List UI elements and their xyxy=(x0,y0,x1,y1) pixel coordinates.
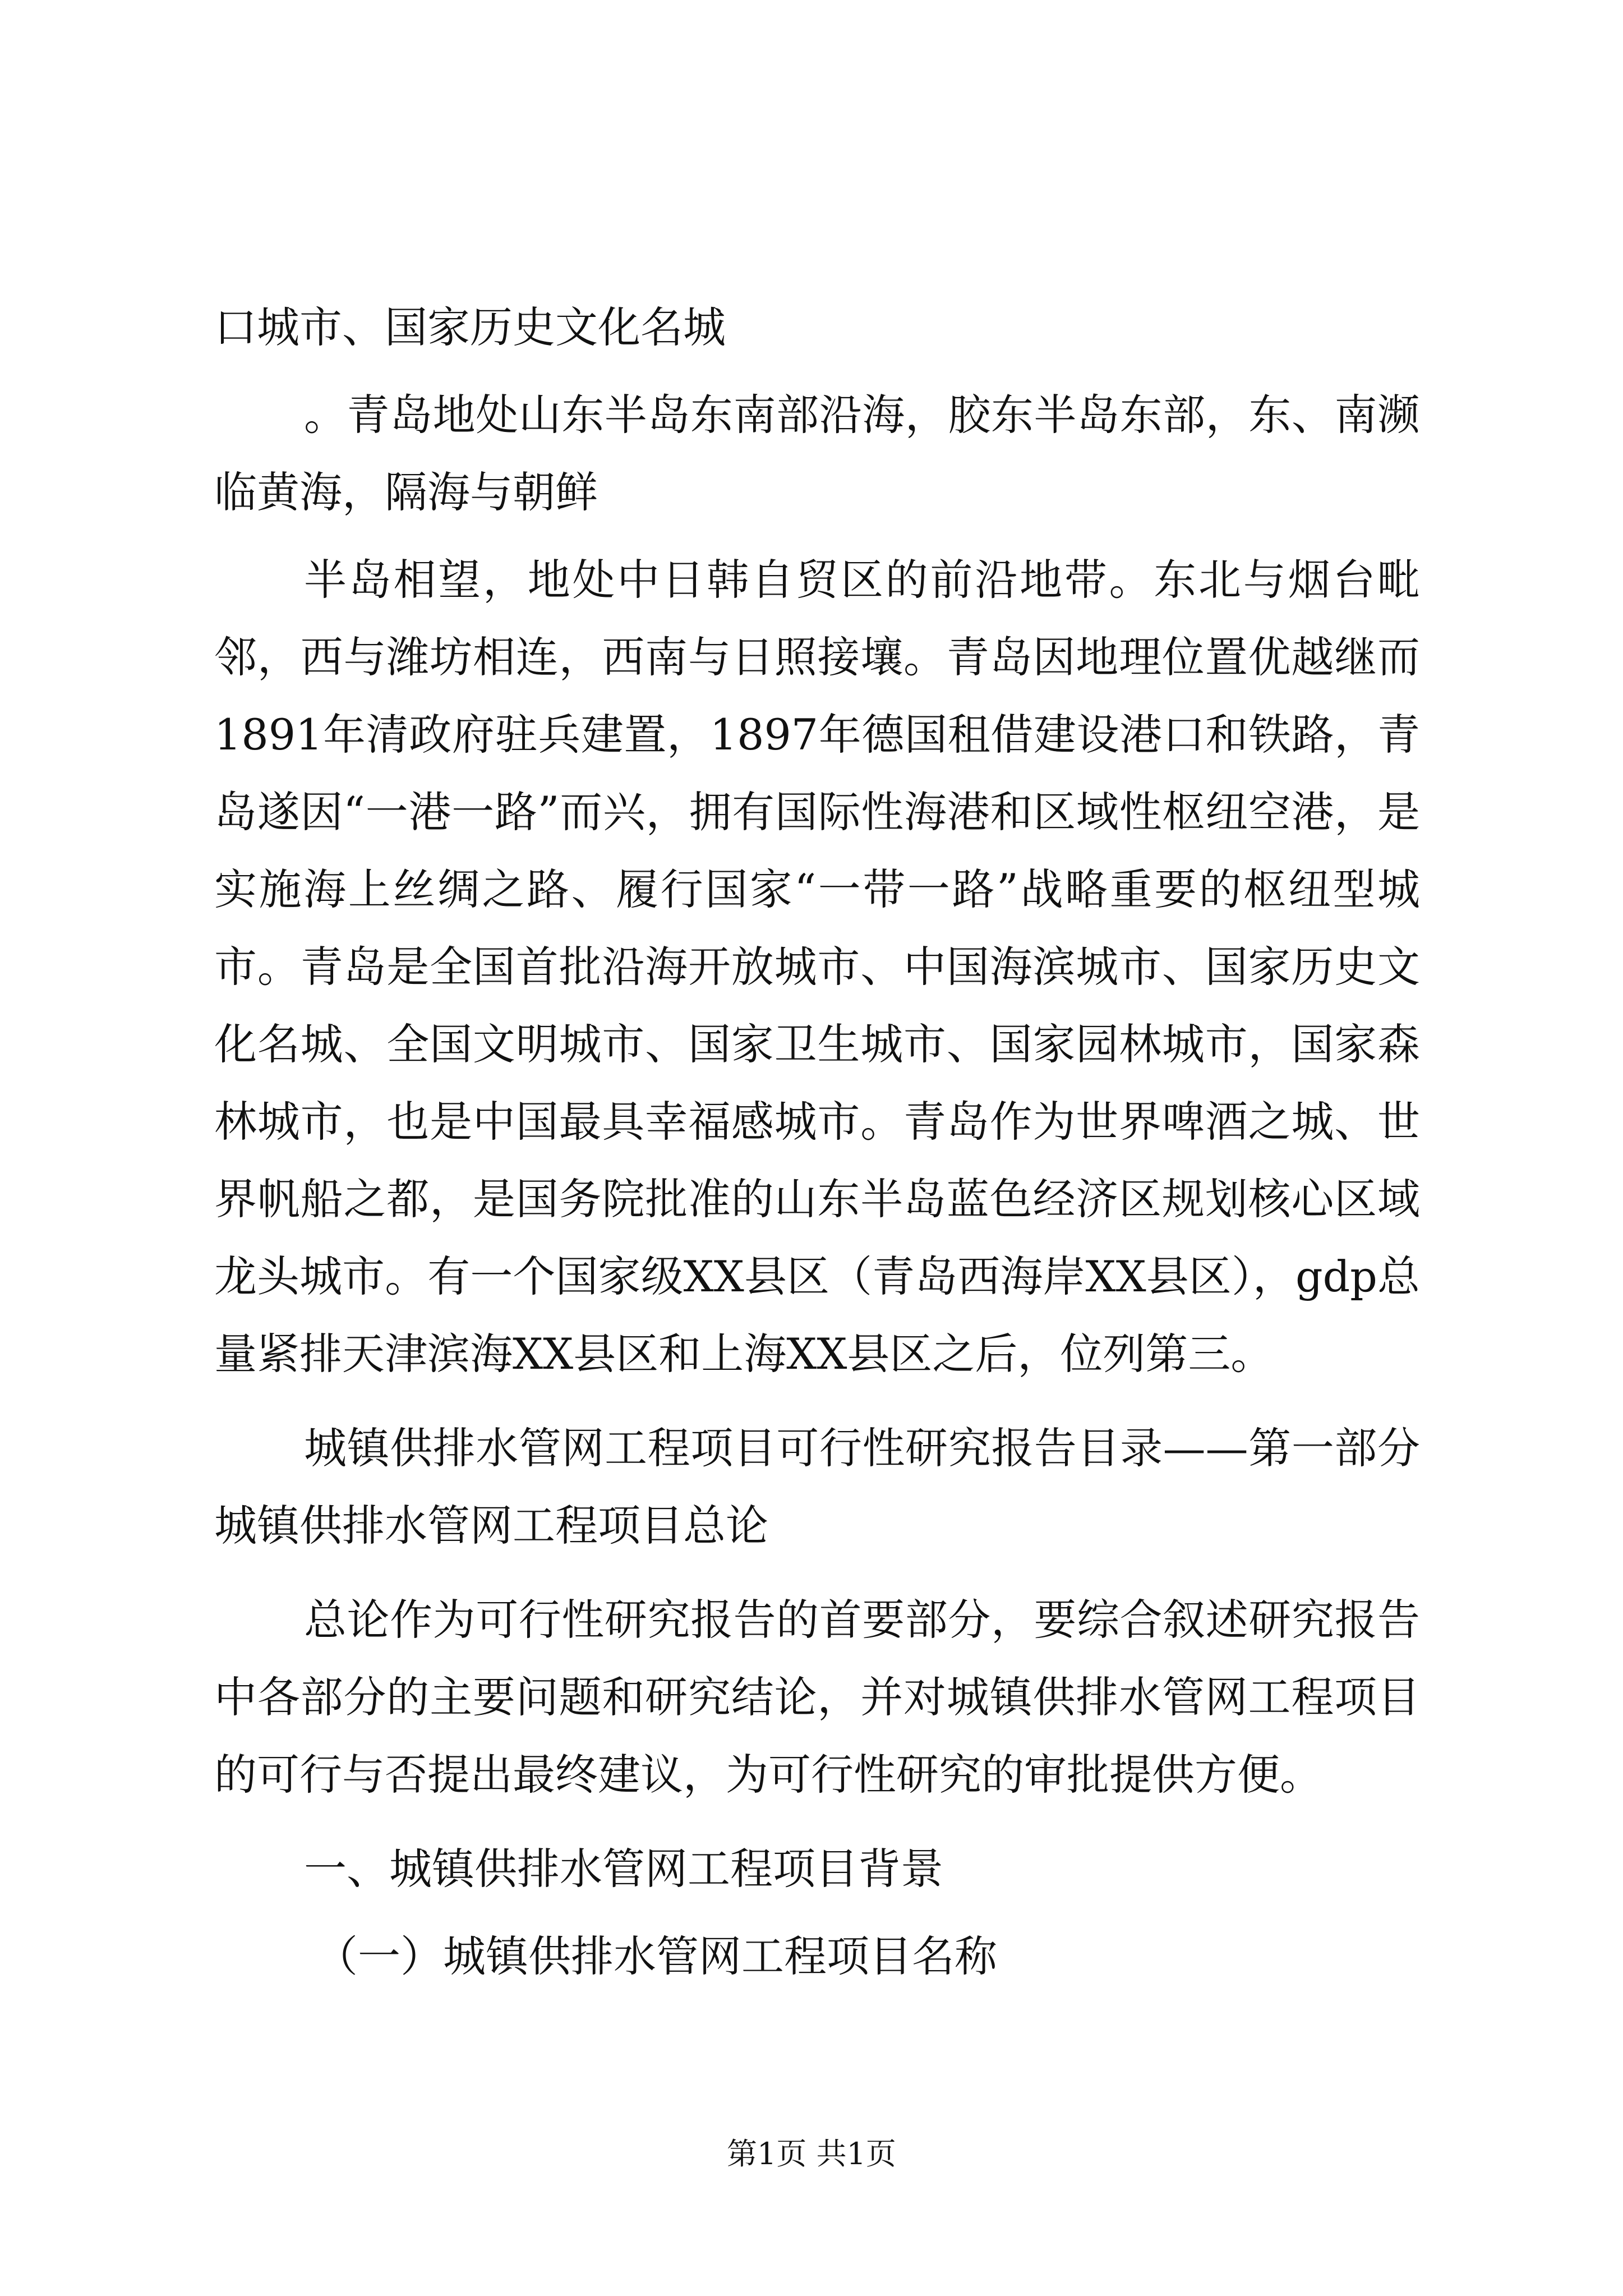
paragraph-city-overview: 半岛相望，地处中日韩自贸区的前沿地带。东北与烟台毗邻，西与潍坊相连，西南与日照接壤。青岛因地理位置优越继而1891年清政府驻兵建置，1897年德国租借建设港口和铁路，青岛遂因“一港一路”而兴，拥有国际性海港和区域性枢纽空港，是实施海上丝绸之路、履行国家“一带一路”战略重要的枢纽型城市。青岛是全国首批沿海开放城市、中国海滨城市、国家历史文化名城、全国文明城市、国家卫生城市、国家园林城市，国家森林城市，也是中国最具幸福感城市。青岛作为世界啤酒之城、世界帆船之都，是国务院批准的山东半岛蓝色经济区规划核心区域龙头城市。有一个国家级XX县区（青岛西海岸XX县区），gdp总量紧排天津滨海XX县区和上海XX县区之后，位列第三。 xyxy=(214,555,1420,1379)
paragraph-report-contents-heading: 城镇供排水管网工程项目可行性研究报告目录——第一部分城镇供排水管网工程项目总论 xyxy=(214,1423,1420,1550)
document-body xyxy=(214,289,1420,1995)
section-heading-project-background: 一、城镇供排水管网工程项目背景 xyxy=(304,1844,943,1894)
page-footer xyxy=(0,2134,1623,2174)
paragraph-general-overview: 总论作为可行性研究报告的首要部分，要综合叙述研究报告中各部分的主要问题和研究结论，并对城镇供排水管网工程项目的可行与否提出最终建议，为可行性研究的审批提供方便。 xyxy=(214,1595,1420,1800)
paragraph-city-title-fragment: 口城市、国家历史文化名城 xyxy=(214,302,726,352)
page-number-label: 第1页 共1页 xyxy=(727,2136,896,2171)
paragraph-geography: 。青岛地处山东半岛东南部沿海，胶东半岛东部，东、南濒临黄海，隔海与朝鲜 xyxy=(214,390,1420,517)
subsection-heading-project-name: （一）城镇供排水管网工程项目名称 xyxy=(315,1931,997,1981)
